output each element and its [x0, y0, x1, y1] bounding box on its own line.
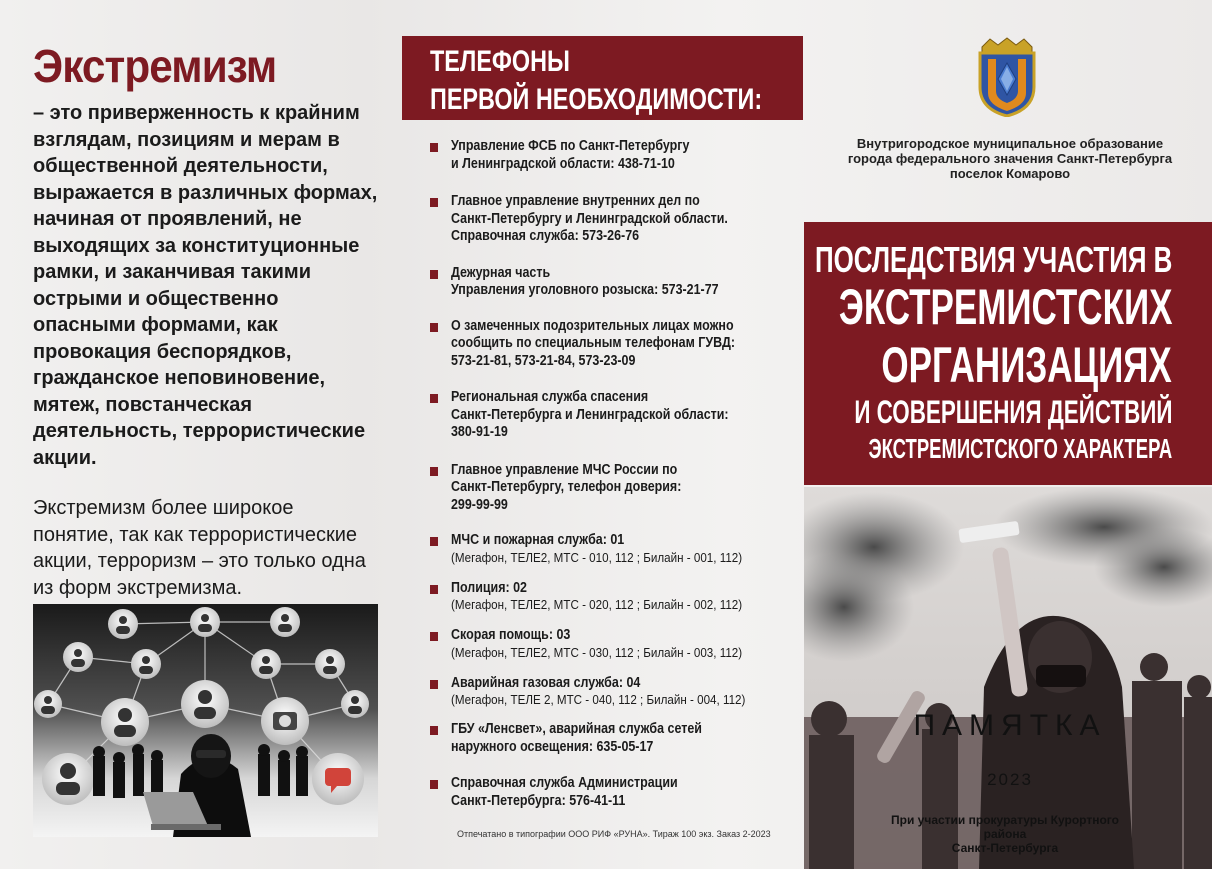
contact-item: Главное управление МЧС России по Санкт-Петербургу, телефон доверия: 299-99-99 [430, 462, 800, 515]
extremism-definition: – это приверженность к крайним взглядам, позициям и мерам в общественной деятельности, выражается в различных формах, начиная от проявлений, не выходящих за конституционные рамки, и заканчивая такими острыми и общественно опасными формами, как провокация беспорядков, гражданское неповиновение, мятеж, повстанческая деятельность, террористические акции. [33, 102, 378, 469]
contact-item: Справочная служба Администрации Санкт-Петербурга: 576-41-11 [430, 775, 800, 810]
phones-header [402, 36, 803, 120]
prosecutor-credit: При участии прокуратуры Курортного района Санкт-Петербурга [891, 813, 1119, 855]
phones-header-line2: ПЕРВОЙ НЕОБХОДИМОСТИ: [430, 83, 763, 116]
contact-item: МЧС и пожарная служба: 01 (Мегафон, ТЕЛЕ2, МТС - 010, 112 ; Билайн - 001, 112) [430, 532, 800, 566]
contact-item: Полиция: 02 (Мегафон, ТЕЛЕ2, МТС - 020, 112 ; Билайн - 002, 112) [430, 580, 800, 614]
brochure-title-box [804, 222, 1212, 485]
extremism-note: Экстремизм более широкое понятие, так как террористические акции, терроризм – это только одна из форм экстремизма. [33, 497, 366, 599]
municipality-name: Внутригородское муниципальное образование города федерального значения Санкт-Петербурга поселок Комарово [847, 136, 1173, 181]
contact-item: Аварийная газовая служба: 04 (Мегафон, ТЕЛЕ 2, МТС - 040, 112 ; Билайн - 004, 112) [430, 675, 800, 709]
social-network-illustration [33, 604, 378, 837]
bullet-square-icon [430, 680, 438, 689]
title-line: ЭКСТРЕМИСТСКОГО ХАРАКТЕРА [868, 433, 1172, 464]
coat-of-arms-emblem [976, 37, 1038, 117]
extremism-definition-column [33, 38, 378, 601]
bullet-square-icon [430, 270, 438, 279]
contact-item: О замеченных подозрительных лицах можно сообщить по специальным телефонам ГУВД: 573-21-81, 573-21-84, 573-23-09 [430, 318, 800, 371]
title-line: И СОВЕРШЕНИЯ ДЕЙСТВИЙ [853, 394, 1172, 430]
bullet-square-icon [430, 632, 438, 641]
title-line: ОРГАНИЗАЦИЯХ [881, 337, 1172, 393]
print-info: Отпечатано в типографии ООО РИФ «РУНА». Тираж 100 экз. Заказ 2-2023 [457, 829, 771, 839]
year-label: 2023 [987, 770, 1033, 789]
bullet-square-icon [430, 323, 438, 332]
contact-item: Региональная служба спасения Санкт-Петербурга и Ленинградской области: 380-91-19 [430, 389, 800, 442]
contact-item: Скорая помощь: 03 (Мегафон, ТЕЛЕ2, МТС - 030, 112 ; Билайн - 003, 112) [430, 627, 800, 661]
title-line: ПОСЛЕДСТВИЯ УЧАСТИЯ В [814, 239, 1172, 280]
network-graphic [33, 604, 378, 837]
bullet-square-icon [430, 394, 438, 403]
bullet-square-icon [430, 198, 438, 207]
bullet-square-icon [430, 467, 438, 476]
contact-item: Главное управление внутренних дел по Санкт-Петербургу и Ленинградской области. Справочная служба: 573-26-76 [430, 193, 800, 246]
bullet-square-icon [430, 537, 438, 546]
bullet-square-icon [430, 585, 438, 594]
phones-header-line1: ТЕЛЕФОНЫ [430, 45, 570, 78]
protest-photo [804, 487, 1212, 869]
bullet-square-icon [430, 780, 438, 789]
contact-item: ГБУ «Ленсвет», аварийная служба сетей наружного освещения: 635-05-17 [430, 721, 800, 756]
emergency-contacts-list [430, 138, 800, 810]
contact-item: Дежурная часть Управления уголовного розыска: 573-21-77 [430, 265, 800, 300]
bullet-square-icon [430, 726, 438, 735]
protest-photo-graphic [804, 487, 1212, 869]
memo-label: ПАМЯТКА [913, 709, 1107, 742]
contact-item: Управление ФСБ по Санкт-Петербургу и Ленинградской области: 438-71-10 [430, 138, 800, 173]
bullet-square-icon [430, 143, 438, 152]
title-line: ЭКСТРЕМИСТСКИХ [838, 279, 1172, 335]
extremism-title: Экстремизм [33, 40, 277, 92]
